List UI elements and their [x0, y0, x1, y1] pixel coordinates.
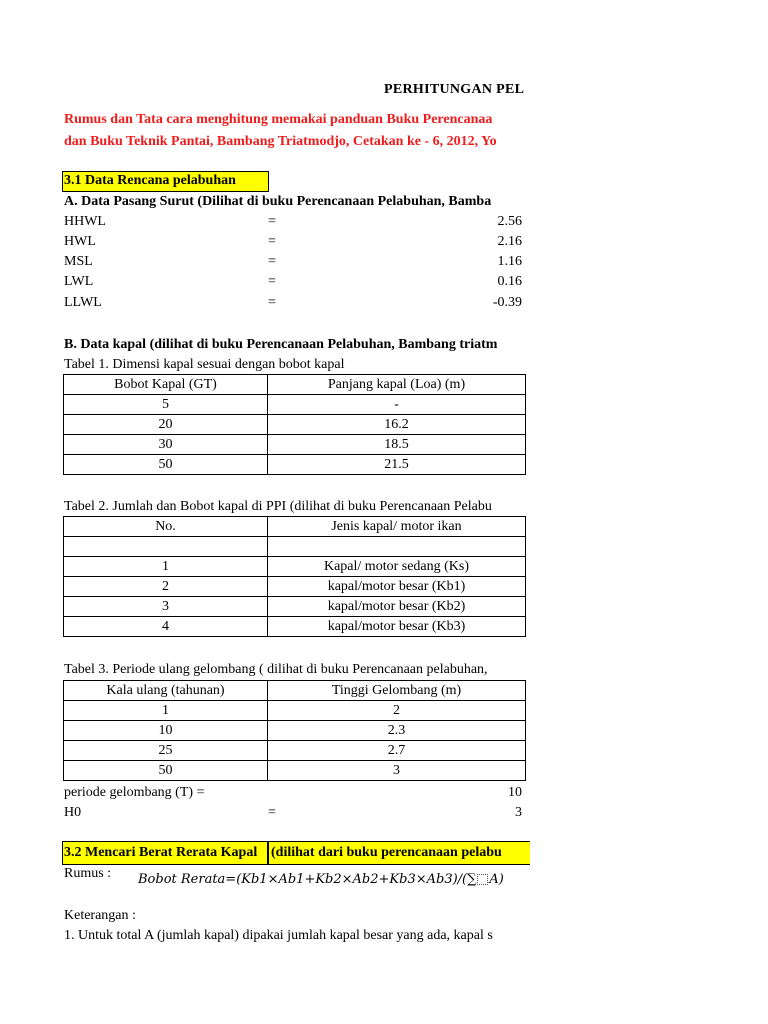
- table-cell: 5: [64, 395, 268, 415]
- tide-equals: =: [268, 234, 276, 249]
- table-cell: kapal/motor besar (Kb2): [268, 597, 526, 617]
- intro-line-1: Rumus dan Tata cara menghitung memakai panduan Buku Perencanaa: [64, 112, 493, 127]
- average-weight-formula: [138, 871, 504, 889]
- table-cell: 21.5: [268, 455, 526, 475]
- table-cell: -: [268, 395, 526, 415]
- table-cell: 20: [64, 415, 268, 435]
- table-cell: 4: [64, 617, 268, 637]
- table-row: [64, 617, 526, 637]
- tide-label: MSL: [64, 254, 93, 269]
- intro-line-2: dan Buku Teknik Pantai, Bambang Triatmodjo, Cetakan ke - 6, 2012, Yo: [64, 134, 497, 149]
- table-cell: 2.3: [268, 721, 526, 741]
- table-row: [64, 435, 526, 455]
- tide-label: HHWL: [64, 214, 106, 229]
- tide-value: -0.39: [492, 295, 522, 310]
- table-row: [64, 761, 526, 781]
- table-header-cell: Panjang kapal (Loa) (m): [268, 375, 526, 395]
- table-header-cell: Bobot Kapal (GT): [64, 375, 268, 395]
- section-b-heading: B. Data kapal (dilihat di buku Perencanaan Pelabuhan, Bambang triatm: [64, 337, 498, 352]
- keterangan-label: Keterangan :: [64, 908, 136, 923]
- cell-divider: [267, 841, 269, 865]
- table-cell: 1: [64, 701, 268, 721]
- h0-equals: =: [268, 805, 276, 820]
- page-title: PERHITUNGAN PEL: [384, 82, 525, 97]
- tide-value: 2.16: [497, 234, 522, 249]
- table-1: [63, 374, 526, 475]
- table-row: [64, 395, 526, 415]
- period-label: periode gelombang (T) =: [64, 785, 205, 800]
- table-header-cell: Tinggi Gelombang (m): [268, 681, 526, 701]
- table-cell: kapal/motor besar (Kb3): [268, 617, 526, 637]
- table-row: [64, 577, 526, 597]
- tide-value: 0.16: [497, 274, 522, 289]
- table-header-row: [64, 681, 526, 701]
- table-cell: [64, 537, 268, 557]
- table-header-row: [64, 517, 526, 537]
- table-cell: 2.7: [268, 741, 526, 761]
- table-1-caption: Tabel 1. Dimensi kapal sesuai dengan bobot kapal: [64, 357, 345, 372]
- table-row: [64, 537, 526, 557]
- table-cell: 30: [64, 435, 268, 455]
- table-cell: 25: [64, 741, 268, 761]
- table-header-cell: No.: [64, 517, 268, 537]
- table-cell: 3: [64, 597, 268, 617]
- tide-label: LWL: [64, 274, 94, 289]
- tide-equals: =: [268, 254, 276, 269]
- table-cell: kapal/motor besar (Kb1): [268, 577, 526, 597]
- tide-equals: =: [268, 214, 276, 229]
- table-3: [63, 680, 526, 781]
- table-cell: [268, 537, 526, 557]
- table-cell: Kapal/ motor sedang (Ks): [268, 557, 526, 577]
- table-header-row: [64, 375, 526, 395]
- formula-right: A): [489, 872, 504, 887]
- section-a-heading: A. Data Pasang Surut (Dilihat di buku Perencanaan Pelabuhan, Bamba: [64, 194, 492, 209]
- table-row: [64, 557, 526, 577]
- period-value: 10: [508, 785, 522, 800]
- h0-value: 3: [515, 805, 522, 820]
- table-2: [63, 516, 526, 637]
- section-3-2-heading-rest: (dilihat dari buku perencanaan pelabu: [271, 845, 502, 860]
- tide-value: 1.16: [497, 254, 522, 269]
- table-2-caption: Tabel 2. Jumlah dan Bobot kapal di PPI (dilihat di buku Perencanaan Pelabu: [64, 499, 492, 514]
- table-row: [64, 721, 526, 741]
- table-row: [64, 741, 526, 761]
- table-cell: 2: [64, 577, 268, 597]
- table-cell: 50: [64, 455, 268, 475]
- tide-equals: =: [268, 274, 276, 289]
- tide-label: HWL: [64, 234, 96, 249]
- table-header-cell: Jenis kapal/ motor ikan: [268, 517, 526, 537]
- tide-value: 2.56: [497, 214, 522, 229]
- table-cell: 2: [268, 701, 526, 721]
- section-3-2-heading: 3.2 Mencari Berat Rerata Kapal: [64, 845, 258, 860]
- table-cell: 1: [64, 557, 268, 577]
- table-cell: 50: [64, 761, 268, 781]
- table-cell: 18.5: [268, 435, 526, 455]
- tide-equals: =: [268, 295, 276, 310]
- table-row: [64, 701, 526, 721]
- h0-label: H0: [64, 805, 82, 820]
- rumus-label: Rumus :: [64, 866, 112, 881]
- table-row: [64, 597, 526, 617]
- table-cell: 10: [64, 721, 268, 741]
- table-header-cell: Kala ulang (tahunan): [64, 681, 268, 701]
- section-3-1-heading: 3.1 Data Rencana pelabuhan: [64, 173, 236, 188]
- table-row: [64, 455, 526, 475]
- tide-label: LLWL: [64, 295, 102, 310]
- formula-left: Bobot Rerata=(Kb1×Ab1+Kb2×Ab2+Kb3×Ab3)/(∑: [138, 872, 477, 887]
- table-row: [64, 415, 526, 435]
- table-cell: 3: [268, 761, 526, 781]
- sum-operand-box-icon: [477, 874, 488, 885]
- table-cell: 16.2: [268, 415, 526, 435]
- note-1: 1. Untuk total A (jumlah kapal) dipakai jumlah kapal besar yang ada, kapal s: [64, 928, 493, 943]
- table-3-caption: Tabel 3. Periode ulang gelombang ( dilihat di buku Perencanaan pelabuhan,: [64, 662, 488, 677]
